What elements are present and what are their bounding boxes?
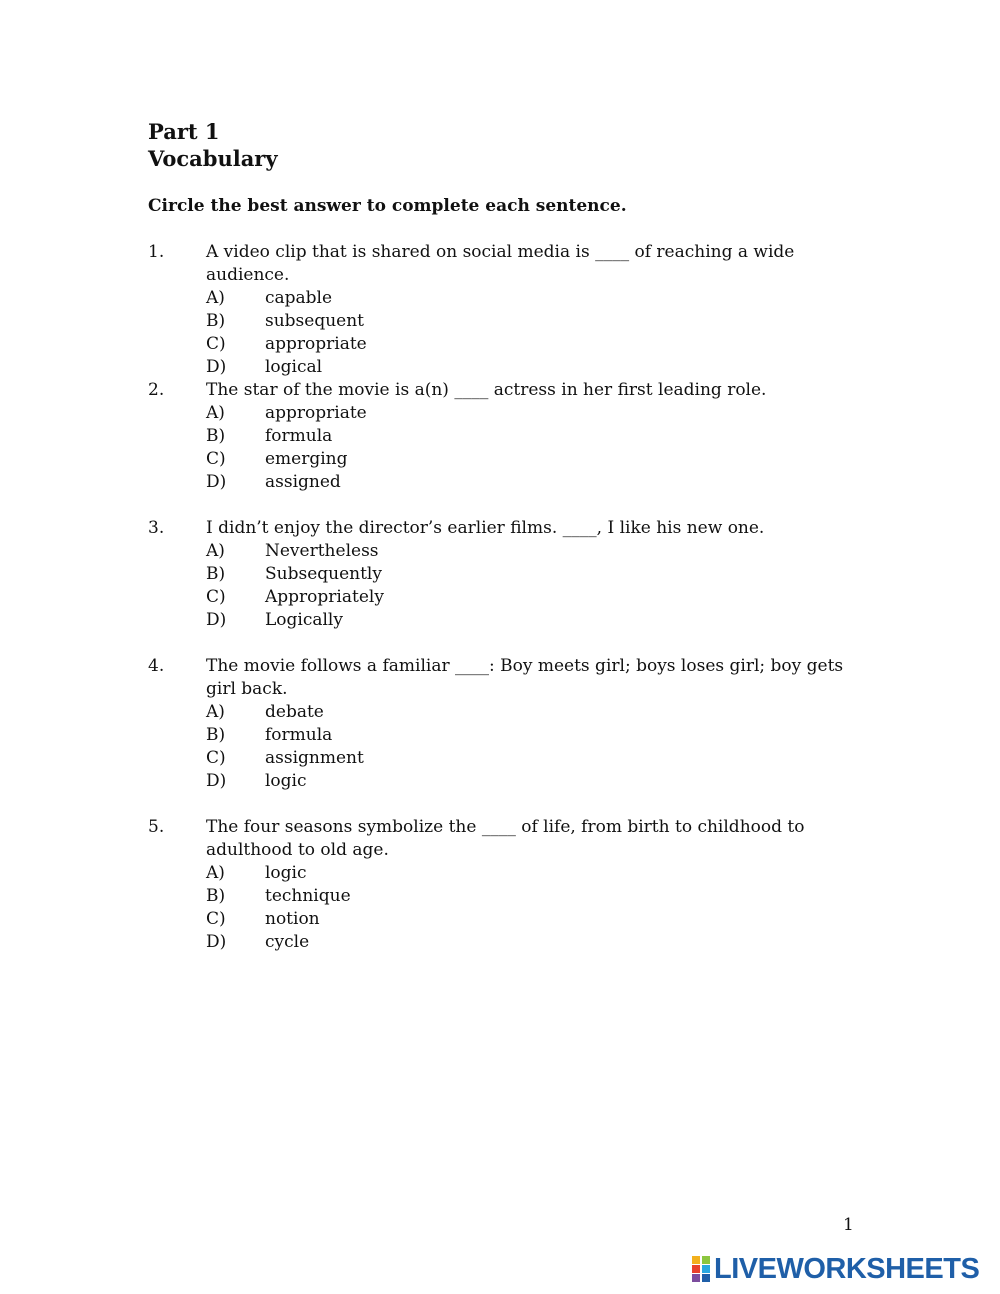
question-number: 2. [148, 380, 165, 400]
question-5 [148, 816, 868, 954]
option-letter: A) [206, 403, 225, 423]
option-d[interactable] [148, 609, 868, 632]
option-letter: A) [206, 288, 225, 308]
option-text: Nevertheless [265, 541, 379, 561]
answer-options [148, 862, 868, 954]
option-text: debate [265, 702, 324, 722]
section-title: Vocabulary [148, 146, 278, 171]
question-text: The four seasons symbolize the ____ of life, from birth to childhood to adulthood to old age. [206, 817, 805, 860]
option-letter: D) [206, 472, 227, 492]
option-a[interactable] [148, 862, 868, 885]
question-text: I didn’t enjoy the director’s earlier films. ____, I like his new one. [206, 518, 765, 538]
option-b[interactable] [148, 724, 868, 747]
option-text: emerging [265, 449, 348, 469]
question-text: A video clip that is shared on social media is ____ of reaching a wide audience. [206, 242, 795, 285]
option-text: logical [265, 357, 323, 377]
instructions: Circle the best answer to complete each sentence. [148, 196, 627, 216]
option-d[interactable] [148, 471, 868, 494]
option-letter: A) [206, 541, 225, 561]
option-text: logic [265, 771, 307, 791]
question-2 [148, 379, 868, 494]
option-text: cycle [265, 932, 310, 952]
option-letter: D) [206, 610, 227, 630]
part-title: Part 1 [148, 119, 220, 144]
option-d[interactable] [148, 770, 868, 793]
option-a[interactable] [148, 540, 868, 563]
option-text: technique [265, 886, 351, 906]
answer-options [148, 402, 868, 494]
option-letter: C) [206, 748, 226, 768]
question-number: 3. [148, 518, 165, 538]
question-1 [148, 241, 868, 379]
option-letter: A) [206, 702, 225, 722]
question-3 [148, 517, 868, 632]
question-text: The star of the movie is a(n) ____ actress in her first leading role. [206, 380, 767, 400]
answer-options [148, 540, 868, 632]
question-number: 5. [148, 817, 165, 837]
option-letter: C) [206, 587, 226, 607]
option-text: Logically [265, 610, 343, 630]
option-text: appropriate [265, 403, 367, 423]
option-b[interactable] [148, 885, 868, 908]
option-b[interactable] [148, 563, 868, 586]
liveworksheets-logo-icon [692, 1256, 710, 1282]
option-c[interactable] [148, 908, 868, 931]
option-letter: D) [206, 357, 227, 377]
liveworksheets-logo [692, 1252, 979, 1286]
option-text: assigned [265, 472, 341, 492]
option-letter: B) [206, 564, 226, 584]
page-number: 1 [843, 1215, 854, 1235]
option-letter: C) [206, 334, 226, 354]
option-b[interactable] [148, 425, 868, 448]
option-c[interactable] [148, 448, 868, 471]
option-text: appropriate [265, 334, 367, 354]
option-letter: C) [206, 909, 226, 929]
option-letter: B) [206, 311, 226, 331]
option-a[interactable] [148, 287, 868, 310]
liveworksheets-logo-text: LIVEWORKSHEETS [714, 1253, 980, 1285]
option-text: Appropriately [265, 587, 384, 607]
answer-options [148, 287, 868, 379]
option-a[interactable] [148, 701, 868, 724]
option-text: notion [265, 909, 320, 929]
option-letter: B) [206, 426, 226, 446]
option-letter: B) [206, 725, 226, 745]
question-number: 1. [148, 242, 165, 262]
option-c[interactable] [148, 747, 868, 770]
option-text: formula [265, 426, 333, 446]
answer-options [148, 701, 868, 793]
option-text: capable [265, 288, 333, 308]
question-text: The movie follows a familiar ____: Boy meets girl; boys loses girl; boy gets girl back. [206, 656, 844, 699]
option-text: assignment [265, 748, 364, 768]
option-letter: C) [206, 449, 226, 469]
option-d[interactable] [148, 356, 868, 379]
option-text: Subsequently [265, 564, 382, 584]
option-c[interactable] [148, 586, 868, 609]
option-a[interactable] [148, 402, 868, 425]
option-b[interactable] [148, 310, 868, 333]
option-text: formula [265, 725, 333, 745]
option-d[interactable] [148, 931, 868, 954]
option-c[interactable] [148, 333, 868, 356]
option-letter: D) [206, 771, 227, 791]
option-text: subsequent [265, 311, 365, 331]
option-letter: A) [206, 863, 225, 883]
option-letter: D) [206, 932, 227, 952]
option-text: logic [265, 863, 307, 883]
question-number: 4. [148, 656, 165, 676]
question-4 [148, 655, 868, 793]
option-letter: B) [206, 886, 226, 906]
